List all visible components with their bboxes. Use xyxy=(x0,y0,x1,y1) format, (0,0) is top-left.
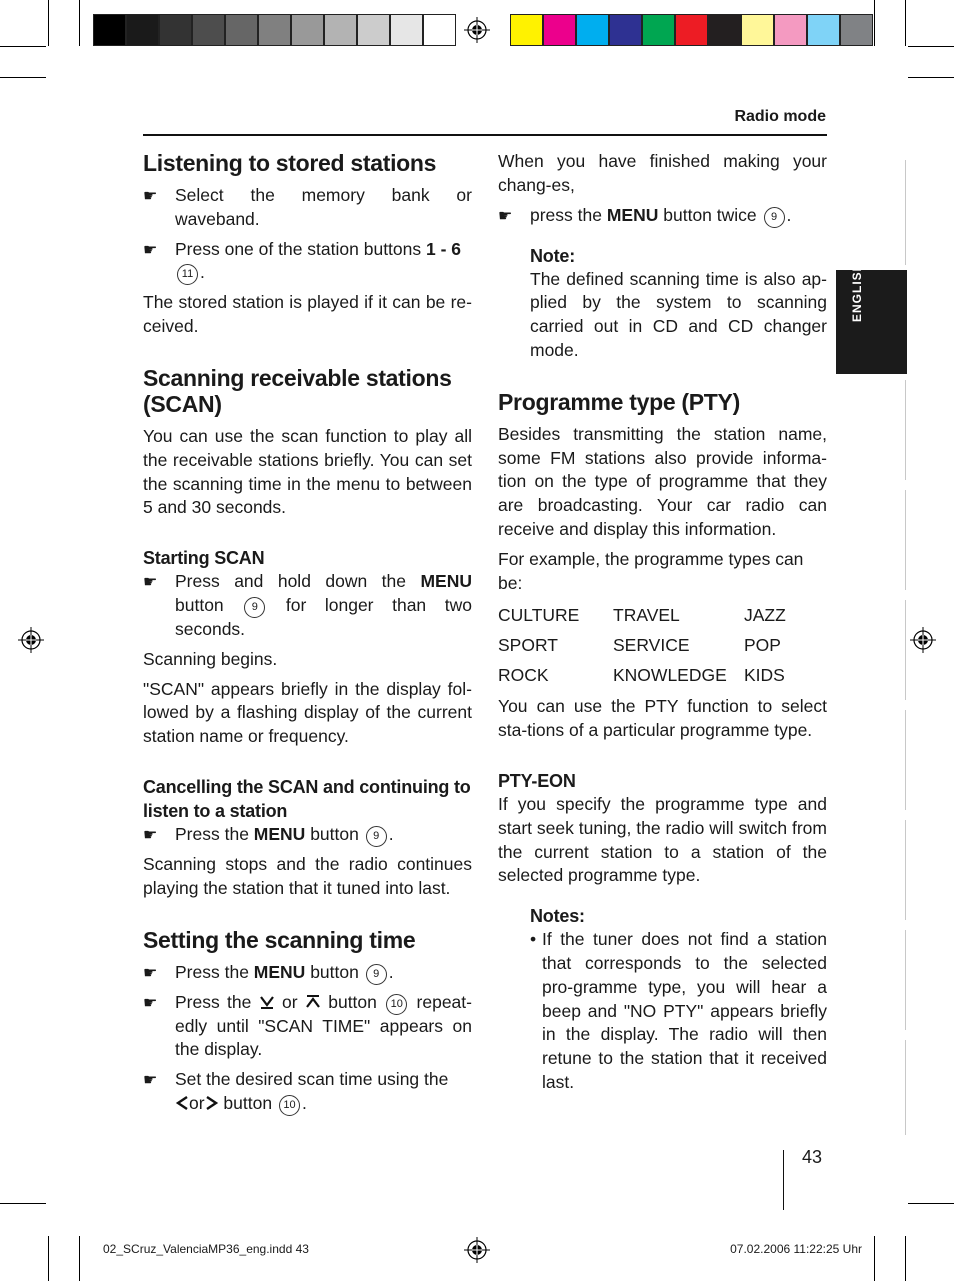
side-rule xyxy=(905,1040,906,1135)
body-paragraph: Scanning begins. xyxy=(143,648,278,669)
crop-mark xyxy=(48,0,49,46)
page-number-divider xyxy=(783,1150,784,1210)
button-number-badge: 10 xyxy=(279,1095,300,1116)
button-number-badge: 9 xyxy=(764,207,785,228)
language-tab xyxy=(836,261,907,374)
section-heading: Setting the scanning time xyxy=(143,926,416,953)
color-swatch xyxy=(741,14,774,46)
section-heading: Programme type (PTY) xyxy=(498,388,740,415)
table-row xyxy=(498,631,827,661)
pointing-hand-icon: ☛ xyxy=(143,994,158,1012)
pointing-hand-icon: ☛ xyxy=(143,574,158,592)
instruction-step: ☛ Press and hold down the MENU button 9 for longer than two seconds. xyxy=(143,571,472,639)
table-cell: CULTURE xyxy=(498,605,580,626)
table-cell: KNOWLEDGE xyxy=(613,665,727,686)
note-block xyxy=(498,244,827,363)
body-paragraph: You can use the PTY function to select sta-tions of a particular programme type. xyxy=(498,696,827,741)
gray-swatch xyxy=(93,14,126,46)
color-swatch xyxy=(642,14,675,46)
button-label: MENU xyxy=(606,204,659,225)
crop-mark xyxy=(905,1236,906,1281)
body-paragraph: For example, the programme types can be: xyxy=(498,548,804,593)
table-cell: SERVICE xyxy=(613,635,690,656)
body-paragraph: "SCAN" appears briefly in the display fol-lowed by a flashing display of the current station name or frequency. xyxy=(143,678,472,747)
crop-mark xyxy=(79,1236,80,1281)
table-cell: JAZZ xyxy=(744,605,786,626)
arrow-up-icon xyxy=(305,994,321,1010)
crop-mark xyxy=(48,1236,49,1281)
note-text: The defined scanning time is also ap-plied by the system to scanning carried out in CD and CD changer mode. xyxy=(530,268,827,360)
body-paragraph: Scanning stops and the radio continues playing the station that it tuned into last. xyxy=(143,853,472,898)
table-cell: POP xyxy=(744,635,781,656)
registration-mark-icon xyxy=(464,17,490,43)
body-paragraph: The stored station is played if it can be re-ceived. xyxy=(143,292,472,337)
gray-swatch xyxy=(324,14,357,46)
gray-swatch xyxy=(291,14,324,46)
table-cell: SPORT xyxy=(498,635,558,656)
side-rule xyxy=(905,490,906,590)
instruction-step: ☛ Press one of the station buttons 1 - 6 11 . xyxy=(143,238,472,286)
side-rule xyxy=(905,380,906,480)
notes-title: Notes: xyxy=(530,906,585,927)
instruction-step: ☛ Press the MENU button 9 . xyxy=(143,823,472,847)
programme-type-table xyxy=(498,601,827,691)
subheading: Cancelling the SCAN and continuing to listen to a station xyxy=(143,776,471,821)
button-number-badge: 11 xyxy=(177,264,198,285)
table-cell: KIDS xyxy=(744,665,785,686)
button-label: MENU xyxy=(420,571,472,592)
registration-mark-icon xyxy=(910,627,936,653)
pointing-hand-icon: ☛ xyxy=(143,188,158,205)
table-cell: TRAVEL xyxy=(613,605,680,626)
table-row xyxy=(498,601,827,631)
color-swatch xyxy=(510,14,543,46)
gray-swatch xyxy=(225,14,258,46)
pointing-hand-icon: ☛ xyxy=(143,1072,158,1090)
table-row xyxy=(498,661,827,691)
body-paragraph: If you specify the programme type and start seek tuning, the radio will switch from the current station to a station of the selected programme type. xyxy=(498,793,827,886)
color-swatch xyxy=(774,14,807,46)
crop-mark xyxy=(908,77,954,78)
instruction-step: ☛ Press the MENU button 9 . xyxy=(143,961,472,985)
gray-swatch xyxy=(159,14,192,46)
button-number-badge: 9 xyxy=(366,826,387,847)
crop-mark xyxy=(874,1236,875,1281)
crop-mark xyxy=(908,1203,954,1204)
side-rule xyxy=(905,600,906,700)
bullet-icon: • xyxy=(530,929,537,950)
registration-mark-icon xyxy=(18,627,44,653)
crop-mark xyxy=(79,0,80,46)
color-swatch xyxy=(576,14,609,46)
body-paragraph: When you have finished making your chang-es, xyxy=(498,151,827,195)
gray-swatch xyxy=(423,14,456,46)
header-divider xyxy=(143,134,827,136)
notes-block xyxy=(498,904,827,1095)
button-label: MENU xyxy=(253,823,306,844)
body-paragraph: You can use the scan function to play all the receivable stations briefly. You can set the scanning time in the menu to between 5 and 30 seconds. xyxy=(143,425,472,518)
crop-mark xyxy=(0,1203,46,1204)
pointing-hand-icon: ☛ xyxy=(143,241,158,259)
color-swatch xyxy=(609,14,642,46)
color-swatch xyxy=(543,14,576,46)
pointing-hand-icon: ☛ xyxy=(143,826,158,844)
note-title: Note: xyxy=(530,245,575,266)
running-header: Radio mode xyxy=(734,108,826,125)
section-heading: Listening to stored stations xyxy=(143,150,437,176)
button-label: 1 - 6 xyxy=(426,238,462,259)
registration-mark-icon xyxy=(464,1237,490,1263)
side-rule xyxy=(905,930,906,1030)
color-swatch xyxy=(708,14,741,46)
instruction-step: ☛ press the MENU button twice 9 . xyxy=(498,204,827,228)
language-tab-label: ENGLISH xyxy=(850,261,864,322)
crop-mark xyxy=(0,77,46,78)
arrow-right-icon xyxy=(205,1095,219,1111)
instruction-step: ☛ Press the or button 10 repeat-edly until "SCAN TIME" appears on the display. xyxy=(143,991,472,1060)
crop-mark xyxy=(905,0,906,46)
section-heading: Scanning receivable stations (SCAN) xyxy=(143,364,452,417)
crop-mark xyxy=(908,46,954,47)
side-rule xyxy=(905,160,906,265)
instruction-step: ☛ Set the desired scan time using the or button 10 . xyxy=(143,1068,472,1116)
crop-mark xyxy=(0,46,46,47)
right-column xyxy=(498,150,827,1095)
list-item: • If the tuner does not find a station that corresponds to the selected pro-gramme type, you will hear a beep and "NO PTY" appears briefly in the display. The radio will then retune to the station that it received last. xyxy=(530,929,827,1092)
gray-swatch xyxy=(192,14,225,46)
footer-timestamp: 07.02.2006 11:22:25 Uhr xyxy=(730,1242,862,1256)
left-column xyxy=(143,150,472,1122)
color-swatch xyxy=(840,14,873,46)
crop-mark xyxy=(874,0,875,46)
arrow-down-icon xyxy=(259,994,275,1010)
table-cell: ROCK xyxy=(498,665,549,686)
gray-swatch xyxy=(258,14,291,46)
side-rule xyxy=(905,820,906,920)
button-label: MENU xyxy=(253,961,306,982)
page-number: 43 xyxy=(802,1147,823,1167)
subheading: Starting SCAN xyxy=(143,548,265,569)
gray-swatch xyxy=(390,14,423,46)
button-number-badge: 10 xyxy=(386,994,407,1015)
button-number-badge: 9 xyxy=(244,597,265,618)
pointing-hand-icon: ☛ xyxy=(143,964,158,982)
color-swatch xyxy=(807,14,840,46)
subheading: PTY-EON xyxy=(498,770,576,791)
gray-swatch xyxy=(357,14,390,46)
arrow-left-icon xyxy=(175,1095,189,1111)
body-paragraph: Besides transmitting the station name, some FM stations also provide informa-tion on the type of programme that they are broadcasting. Your car radio can receive and display this information. xyxy=(498,423,827,539)
footer-filename: 02_SCruz_ValenciaMP36_eng.indd 43 xyxy=(103,1242,309,1256)
color-swatch xyxy=(675,14,708,46)
gray-swatch xyxy=(126,14,159,46)
side-rule xyxy=(905,710,906,810)
button-number-badge: 9 xyxy=(366,964,387,985)
instruction-step: ☛ Select the memory bank or waveband. xyxy=(143,185,472,229)
pointing-hand-icon: ☛ xyxy=(498,207,513,225)
